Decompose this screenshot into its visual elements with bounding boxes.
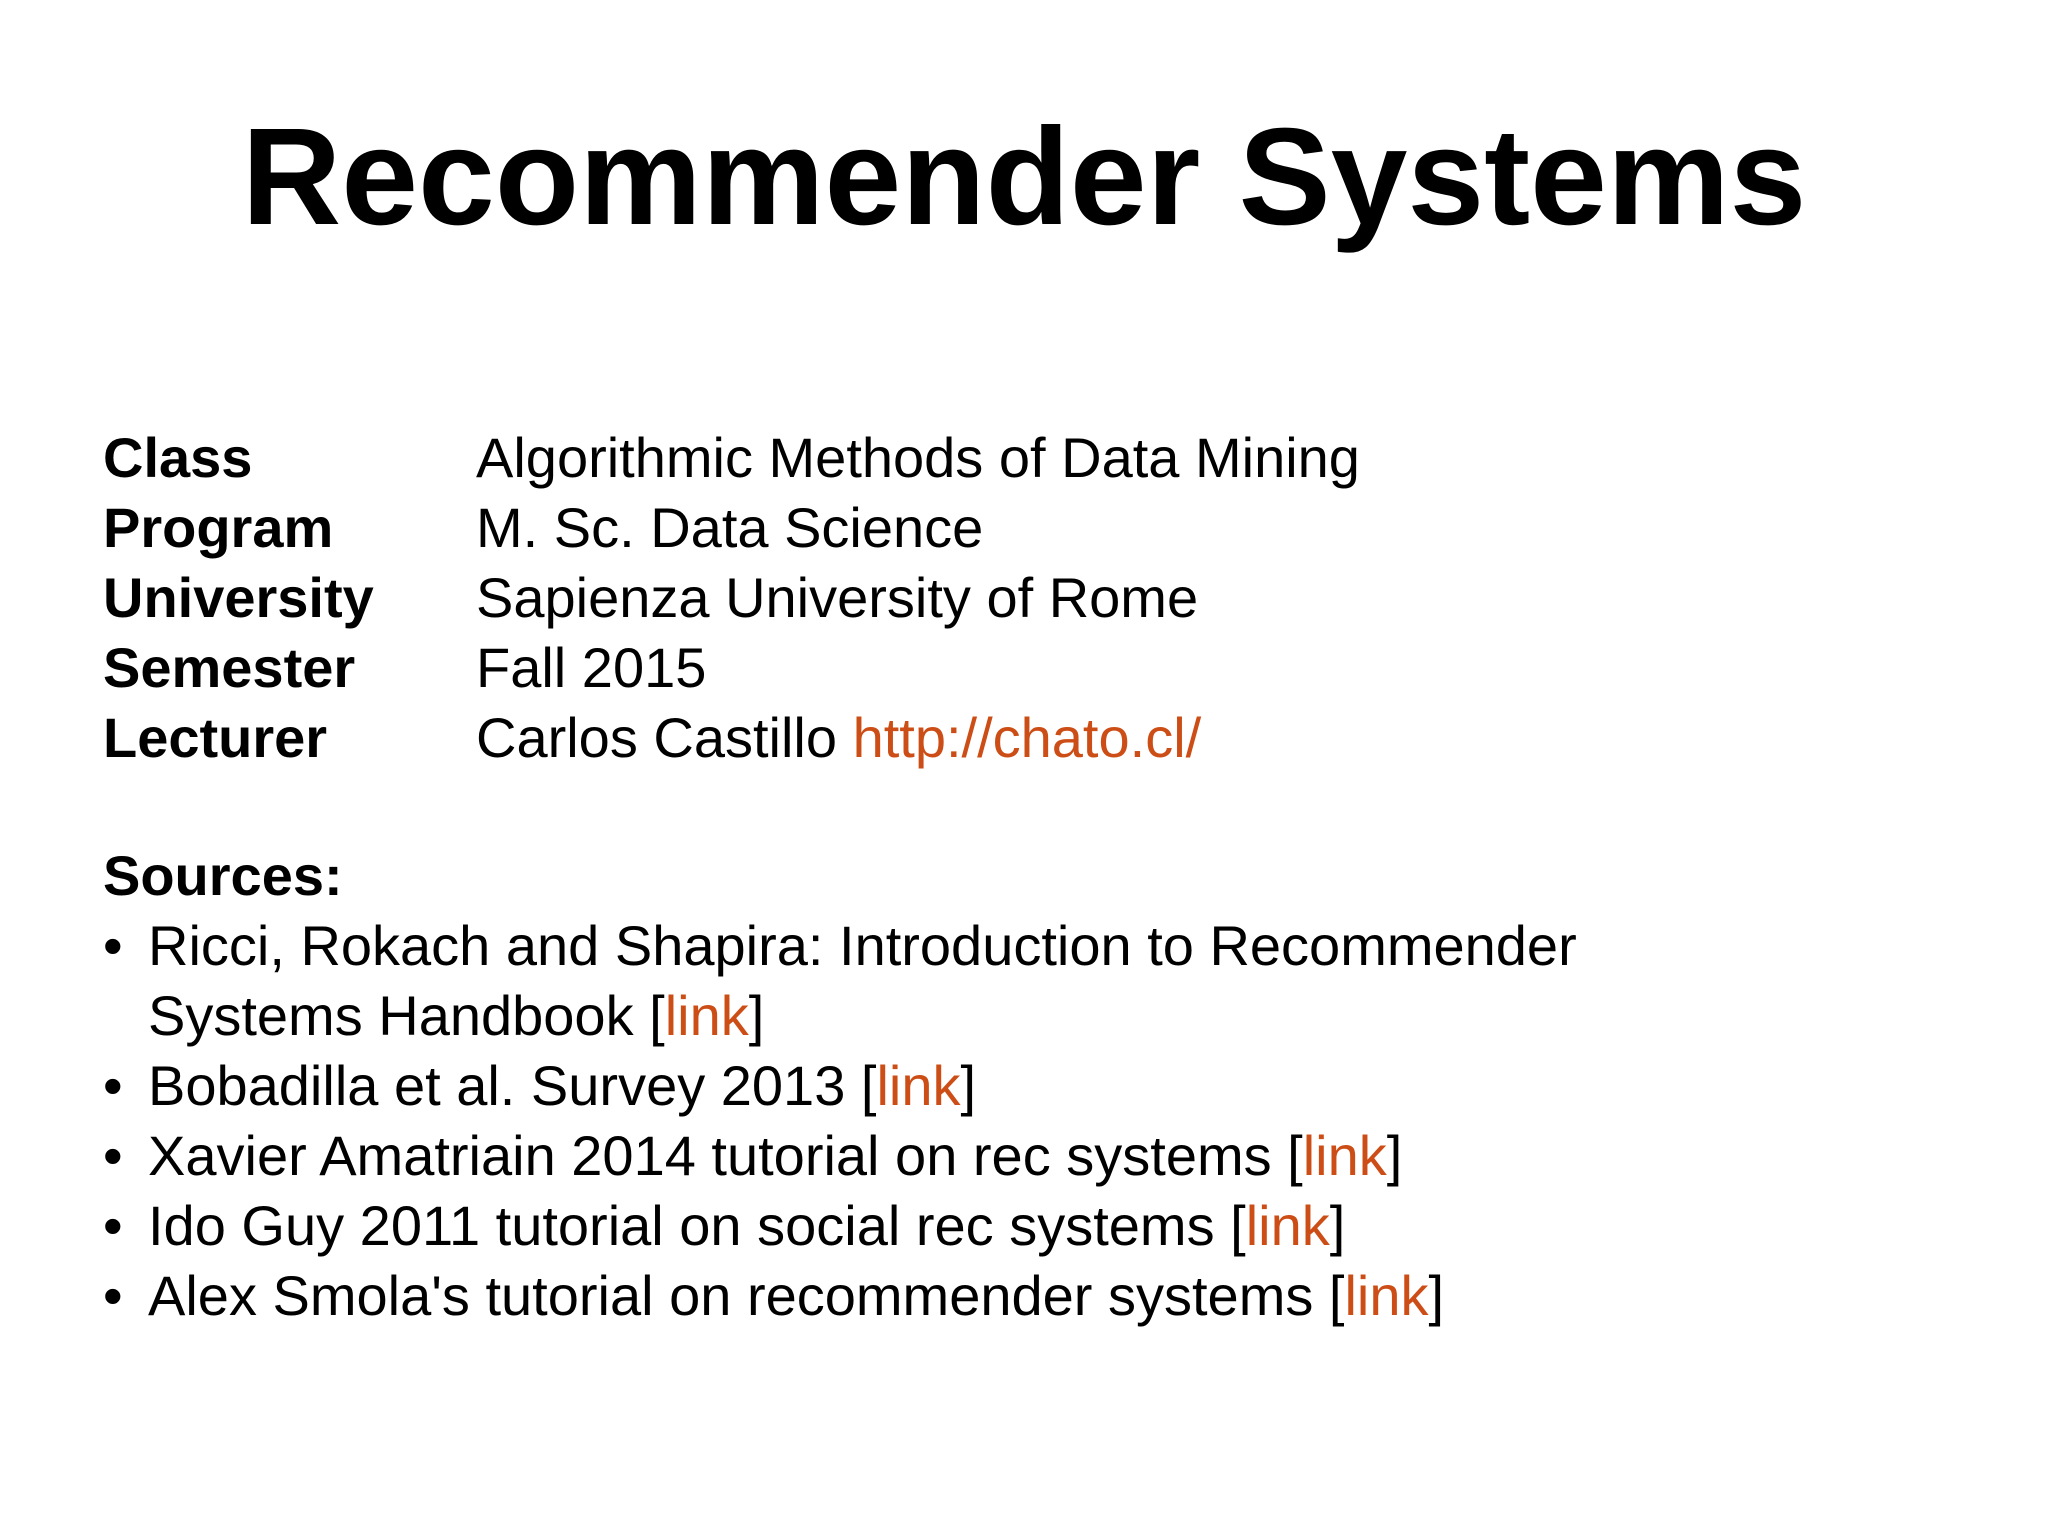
source-text-line1: Ricci, Rokach and Shapira: Introduction to Recommender (148, 914, 1577, 977)
source-bracket-close: ] (1329, 1194, 1346, 1257)
source-bracket-close: ] (1428, 1264, 1445, 1327)
info-label-semester: Semester (103, 636, 356, 699)
info-label-lecturer: Lecturer (103, 706, 328, 769)
info-row-class (103, 423, 1360, 493)
bullet: • (103, 1124, 123, 1187)
source-text-line2: Systems Handbook [ (148, 984, 665, 1047)
list-item (103, 1191, 1803, 1261)
slide-title: Recommender Systems (241, 100, 1807, 254)
source-text: Ido Guy 2011 tutorial on social rec systems [ (148, 1194, 1246, 1257)
sources-list (103, 911, 1803, 1331)
source-link-amatriain[interactable]: link (1302, 1124, 1387, 1187)
info-row-program (103, 493, 1360, 563)
info-row-university (103, 563, 1360, 633)
source-text: Alex Smola's tutorial on recommender systems [ (148, 1264, 1345, 1327)
source-link-smola[interactable]: link (1344, 1264, 1429, 1327)
bullet: • (103, 1054, 123, 1117)
sources-heading: Sources: (103, 844, 343, 907)
lecturer-homepage-link[interactable]: http://chato.cl/ (852, 706, 1202, 769)
source-link-ricci[interactable]: link (664, 984, 749, 1047)
course-info-table (103, 423, 1360, 773)
info-value-class: Algorithmic Methods of Data Mining (476, 426, 1360, 489)
list-item (103, 1261, 1803, 1331)
info-row-semester (103, 633, 1360, 703)
source-link-bobadilla[interactable]: link (876, 1054, 961, 1117)
info-value-university: Sapienza University of Rome (476, 566, 1199, 629)
list-item (103, 1121, 1803, 1191)
info-label-class: Class (103, 426, 253, 489)
source-text: Xavier Amatriain 2014 tutorial on rec systems [ (148, 1124, 1303, 1187)
info-value-semester: Fall 2015 (476, 636, 707, 699)
source-bracket-close: ] (748, 984, 765, 1047)
lecturer-name: Carlos Castillo (476, 706, 837, 769)
bullet: • (103, 1194, 123, 1257)
list-item (103, 911, 1803, 1051)
info-label-university: University (103, 566, 374, 629)
source-bracket-close: ] (1386, 1124, 1403, 1187)
bullet: • (103, 914, 123, 977)
info-value-program: M. Sc. Data Science (476, 496, 984, 559)
info-value-lecturer (476, 703, 1201, 773)
info-row-lecturer (103, 703, 1360, 773)
bullet: • (103, 1264, 123, 1327)
source-link-guy[interactable]: link (1245, 1194, 1330, 1257)
list-item (103, 1051, 1803, 1121)
source-bracket-close: ] (960, 1054, 977, 1117)
info-label-program: Program (103, 496, 334, 559)
source-text: Bobadilla et al. Survey 2013 [ (148, 1054, 877, 1117)
